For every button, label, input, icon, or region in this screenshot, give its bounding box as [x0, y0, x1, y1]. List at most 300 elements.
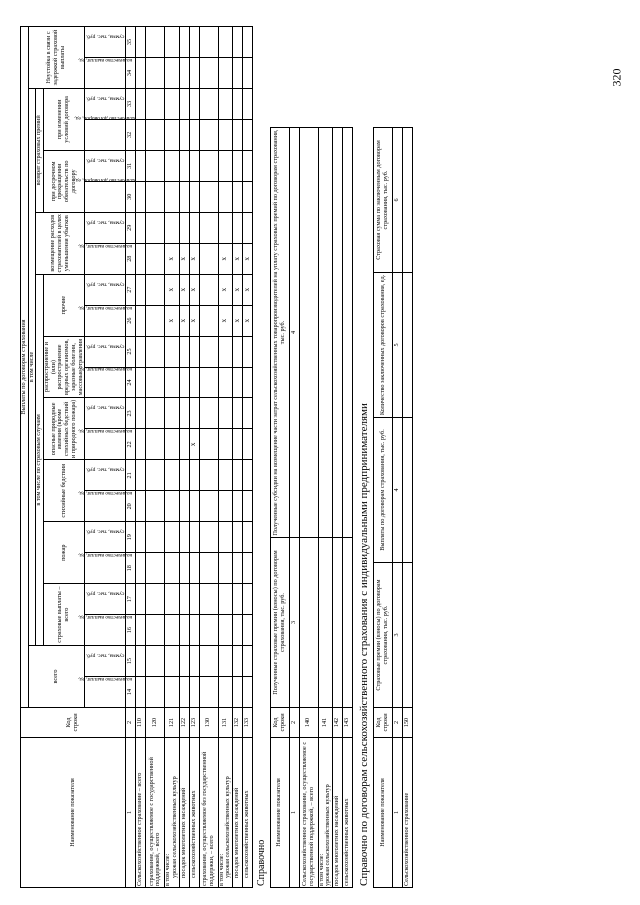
data-cell	[199, 398, 218, 429]
data-cell	[136, 584, 146, 615]
row-name	[199, 738, 218, 888]
page-number: 320	[609, 68, 624, 87]
data-cell	[146, 27, 165, 58]
cross-mark: x	[189, 305, 199, 336]
data-cell	[146, 429, 165, 460]
column-number: 5	[392, 273, 402, 418]
table-row	[189, 27, 199, 888]
data-cell	[199, 243, 218, 274]
data-cell	[179, 88, 189, 119]
data-cell	[218, 398, 232, 429]
data-cell	[165, 646, 179, 677]
table-row	[242, 27, 252, 888]
data-cell	[242, 27, 252, 58]
data-cell	[218, 27, 232, 58]
column-number: 4	[289, 128, 299, 538]
data-cell	[218, 522, 232, 553]
column-sublabel: количество выплат, ед.	[77, 490, 132, 497]
data-cell	[179, 491, 189, 522]
row-name	[136, 738, 146, 888]
data-cell	[232, 491, 242, 522]
data-cell	[146, 398, 165, 429]
column-sublabel: сумма, тыс. руб.	[85, 343, 125, 350]
data-cell	[146, 553, 165, 584]
data-cell	[146, 584, 165, 615]
cross-mark: x	[242, 305, 252, 336]
data-cell	[165, 27, 179, 58]
data-cell	[179, 181, 189, 212]
data-cell	[146, 367, 165, 398]
cross-mark: x	[189, 429, 199, 460]
data-cell	[136, 553, 146, 584]
table-row	[218, 27, 232, 888]
reference-table	[270, 127, 353, 888]
column-sublabel: сумма, тыс. руб.	[85, 590, 125, 597]
data-cell	[146, 150, 165, 181]
data-cell	[232, 615, 242, 646]
data-cell	[165, 615, 179, 646]
data-cell	[189, 88, 199, 119]
column-sublabel: сумма, тыс. руб.	[85, 281, 125, 288]
data-cell	[199, 336, 218, 367]
header-col3: Страховые премии (взносы) по договорам страхования, тыс. руб.	[373, 563, 392, 708]
row-label: Сельскохозяйственное страхование – всего	[136, 772, 144, 886]
row-name	[242, 738, 252, 888]
data-cell	[179, 677, 189, 708]
rotated-form	[20, 18, 620, 888]
row-name	[299, 738, 318, 888]
reference-title: Справочно	[255, 839, 267, 886]
header-code_header: Код строки	[270, 708, 289, 738]
column-number: 30	[126, 181, 136, 212]
data-cell	[146, 212, 165, 243]
table-row	[343, 128, 353, 888]
row-code: 140	[299, 708, 318, 738]
data-cell	[136, 212, 146, 243]
column-sublabel: сумма, тыс. руб.	[85, 467, 125, 474]
data-cell	[179, 615, 189, 646]
column-sublabel: сумма, тыс. руб.	[85, 219, 125, 226]
data-cell	[165, 429, 179, 460]
data-cell	[232, 212, 242, 243]
table-row	[165, 27, 179, 888]
row-code: 150	[402, 708, 412, 738]
data-cell	[218, 615, 232, 646]
data-cell	[189, 367, 199, 398]
cross-mark: x	[189, 243, 199, 274]
data-cell	[218, 460, 232, 491]
header-other: прочие	[44, 274, 85, 336]
data-cell	[146, 305, 165, 336]
column-number: 3	[392, 563, 402, 708]
column-sublabel: количество выплат, ед.	[77, 56, 132, 63]
column-number: 24	[126, 367, 136, 398]
data-cell	[242, 677, 252, 708]
data-cell	[199, 553, 218, 584]
data-cell	[146, 677, 165, 708]
table-row	[232, 27, 242, 888]
data-cell	[189, 27, 199, 58]
data-cell	[242, 460, 252, 491]
cross-mark: x	[232, 305, 242, 336]
data-cell	[136, 398, 146, 429]
data-cell	[136, 491, 146, 522]
data-cell	[165, 212, 179, 243]
data-cell	[242, 491, 252, 522]
header-col5: Количество заключенных договоров страхования, ед.	[373, 273, 392, 418]
data-cell	[165, 398, 179, 429]
table-row	[402, 128, 412, 888]
header-col6: Страховая сумма по заключенным договорам страхования, тыс. руб.	[373, 128, 392, 273]
data-cell	[218, 181, 232, 212]
column-number: 1	[289, 738, 299, 888]
cross-mark: x	[232, 243, 242, 274]
data-cell	[318, 538, 332, 708]
cross-mark: x	[179, 305, 189, 336]
header-disasters: стихийные бедствия	[44, 460, 85, 522]
data-cell	[232, 553, 242, 584]
row-label: сельскохозяйственных животных	[243, 790, 251, 878]
column-number: 4	[392, 418, 402, 563]
row-label: посадок многолетних насаждений	[233, 787, 241, 878]
data-cell	[242, 553, 252, 584]
in-that-number-label: в том числе:	[164, 853, 172, 886]
data-cell	[165, 119, 179, 150]
row-name: Сельскохозяйственное страхование	[402, 738, 412, 888]
row-name	[318, 738, 332, 888]
data-cell	[136, 522, 146, 553]
data-cell	[242, 88, 252, 119]
data-cell	[146, 460, 165, 491]
column-number: 26	[126, 305, 136, 336]
column-number: 22	[126, 429, 136, 460]
data-cell	[242, 646, 252, 677]
column-number: 20	[126, 491, 136, 522]
table-row	[146, 27, 165, 888]
cross-mark: x	[232, 274, 242, 305]
data-cell	[242, 522, 252, 553]
data-cell	[199, 57, 218, 88]
column-number: 28	[126, 243, 136, 274]
data-cell	[136, 88, 146, 119]
cross-mark: x	[165, 305, 179, 336]
column-number: 33	[126, 88, 136, 119]
header-col4: Полученные субсидии на возмещение части затрат сельскохозяйственных товаропроизводителей на уплату страховых премий по договорам страхования, тыс. руб.	[270, 128, 289, 538]
data-cell	[343, 128, 353, 538]
header-col4: Выплаты по договорам страхования, тыс. руб.	[373, 418, 392, 563]
column-sublabel: количество выплат, ед.	[77, 428, 132, 435]
data-cell	[242, 429, 252, 460]
cross-mark: x	[242, 274, 252, 305]
data-cell	[189, 646, 199, 677]
row-code: 131	[218, 708, 232, 738]
data-cell	[218, 119, 232, 150]
column-number: 29	[126, 212, 136, 243]
entrepreneurs-table	[373, 127, 413, 888]
data-cell	[136, 429, 146, 460]
data-cell	[232, 460, 242, 491]
data-cell	[179, 460, 189, 491]
column-number: 15	[126, 646, 136, 677]
header-fire: пожар	[44, 522, 85, 584]
data-cell	[165, 181, 179, 212]
row-code: 130	[199, 708, 218, 738]
data-cell	[199, 491, 218, 522]
data-cell	[136, 119, 146, 150]
data-cell	[189, 584, 199, 615]
data-cell	[299, 538, 318, 708]
data-cell	[136, 367, 146, 398]
header-ins-payouts: страховые выплаты – всего	[44, 584, 85, 646]
data-cell	[218, 553, 232, 584]
data-cell	[165, 336, 179, 367]
data-cell	[199, 119, 218, 150]
row-label: урожая сельскохозяйственных культур	[324, 784, 332, 886]
table-row	[299, 128, 318, 888]
data-cell	[218, 367, 232, 398]
row-code: 142	[333, 708, 343, 738]
data-cell	[218, 646, 232, 677]
data-cell	[165, 677, 179, 708]
data-cell	[232, 27, 242, 58]
header-name: Наименование показателя	[21, 738, 126, 888]
data-cell	[146, 119, 165, 150]
data-cell	[199, 646, 218, 677]
column-number: 25	[126, 336, 136, 367]
data-cell	[146, 274, 165, 305]
data-cell	[165, 584, 179, 615]
payouts-table	[20, 26, 253, 888]
column-number: 21	[126, 460, 136, 491]
data-cell	[218, 677, 232, 708]
data-cell	[165, 367, 179, 398]
column-number: 27	[126, 274, 136, 305]
data-cell	[136, 615, 146, 646]
row-label: сельскохозяйственных животных	[343, 798, 351, 886]
column-sublabel: количество договоров, ед.	[73, 176, 136, 183]
data-cell	[146, 243, 165, 274]
data-cell	[136, 150, 146, 181]
row-code: 143	[343, 708, 353, 738]
data-cell	[165, 57, 179, 88]
row-name	[232, 738, 242, 888]
row-label: сельскохозяйственных животных	[189, 790, 197, 878]
row-label: урожая сельскохозяйственных культур	[224, 776, 232, 878]
data-cell	[199, 150, 218, 181]
data-cell	[179, 584, 189, 615]
row-label: посадок многолетних насаждений	[179, 787, 187, 878]
column-number: 14	[126, 677, 136, 708]
data-cell	[136, 336, 146, 367]
column-number: 1	[392, 738, 402, 888]
cross-mark: x	[218, 243, 232, 274]
row-code: 121	[165, 708, 179, 738]
column-sublabel: сумма, тыс. руб.	[85, 157, 125, 164]
column-number: 32	[126, 119, 136, 150]
row-label: страхование, осуществляемое с государственной поддержкой, – всего	[147, 757, 162, 886]
column-sublabel: сумма, тыс. руб.	[85, 33, 125, 40]
data-cell	[199, 27, 218, 58]
column-number: 3	[289, 538, 299, 708]
data-cell	[199, 615, 218, 646]
data-cell	[165, 491, 179, 522]
data-cell	[199, 677, 218, 708]
column-number: 2	[392, 708, 402, 738]
data-cell	[199, 212, 218, 243]
header-cases: в том числе по страховым случаям	[36, 274, 44, 645]
column-sublabel: количество выплат, ед.	[77, 614, 132, 621]
cross-mark: x	[165, 243, 179, 274]
cross-mark: x	[179, 274, 189, 305]
data-cell	[218, 88, 232, 119]
header-payouts: Выплаты по договорам страхования	[21, 27, 29, 708]
column-number: 2	[126, 708, 136, 738]
data-cell	[199, 460, 218, 491]
data-cell	[189, 336, 199, 367]
data-cell	[232, 677, 242, 708]
data-cell	[199, 429, 218, 460]
data-cell	[199, 522, 218, 553]
header-reimburse: возмещение расходов страхователей в целях уменьшения убытков	[36, 212, 85, 274]
column-number: 18	[126, 553, 136, 584]
row-code: 120	[146, 708, 165, 738]
data-cell	[179, 553, 189, 584]
table-row	[136, 27, 146, 888]
data-cell	[232, 522, 242, 553]
data-cell	[189, 522, 199, 553]
header-col3: Полученные страховые премии (взносы) по договорам страхования, тыс. руб.	[270, 538, 289, 708]
column-sublabel: количество выплат, ед.	[77, 242, 132, 249]
row-name	[343, 738, 353, 888]
data-cell	[189, 460, 199, 491]
cross-mark: x	[189, 274, 199, 305]
column-sublabel: количество выплат, ед.	[77, 675, 132, 682]
cross-mark: x	[218, 305, 232, 336]
data-cell	[218, 584, 232, 615]
data-cell	[333, 128, 343, 538]
data-cell	[232, 119, 242, 150]
row-name	[218, 738, 232, 888]
data-cell	[189, 212, 199, 243]
data-cell	[146, 181, 165, 212]
in-that-number-label: в том числе:	[217, 853, 225, 886]
row-name	[333, 738, 343, 888]
data-cell	[146, 522, 165, 553]
data-cell	[232, 398, 242, 429]
data-cell	[165, 553, 179, 584]
data-cell	[242, 584, 252, 615]
data-cell	[242, 615, 252, 646]
data-cell	[146, 491, 165, 522]
data-cell	[146, 88, 165, 119]
data-cell	[189, 398, 199, 429]
data-cell	[199, 274, 218, 305]
table-row	[179, 27, 189, 888]
data-cell	[232, 336, 242, 367]
data-cell	[242, 336, 252, 367]
data-cell	[218, 57, 232, 88]
row-label: посадок многолетних насаждений	[333, 795, 341, 886]
data-cell	[232, 150, 242, 181]
column-number: 23	[126, 398, 136, 429]
data-cell	[402, 563, 412, 708]
row-name	[146, 738, 165, 888]
data-cell	[136, 27, 146, 58]
data-cell	[189, 181, 199, 212]
row-code: 123	[189, 708, 199, 738]
data-cell	[146, 615, 165, 646]
data-cell	[179, 646, 189, 677]
data-cell	[165, 88, 179, 119]
data-cell	[189, 677, 199, 708]
data-cell	[199, 305, 218, 336]
header-name_header: Наименование показателя	[270, 738, 289, 888]
row-code: 132	[232, 708, 242, 738]
data-cell	[232, 367, 242, 398]
data-cell	[179, 150, 189, 181]
data-cell	[218, 212, 232, 243]
in-that-number-label: в том числе:	[317, 853, 325, 886]
column-number: 35	[126, 27, 136, 58]
data-cell	[199, 367, 218, 398]
column-number: 19	[126, 522, 136, 553]
data-cell	[136, 181, 146, 212]
data-cell	[179, 27, 189, 58]
row-name	[179, 738, 189, 888]
data-cell	[199, 181, 218, 212]
data-cell	[136, 677, 146, 708]
column-number: 17	[126, 584, 136, 615]
column-number: 1	[126, 738, 136, 888]
data-cell	[232, 181, 242, 212]
data-cell	[136, 460, 146, 491]
data-cell	[189, 150, 199, 181]
column-sublabel: сумма, тыс. руб.	[85, 405, 125, 412]
header-code_header: Код строки	[373, 708, 392, 738]
cross-mark: x	[179, 243, 189, 274]
header-in-that-number: в том числе	[28, 88, 36, 645]
data-cell	[402, 128, 412, 273]
data-cell	[165, 522, 179, 553]
column-sublabel: сумма, тыс. руб.	[85, 652, 125, 659]
data-cell	[242, 181, 252, 212]
data-cell	[402, 418, 412, 563]
data-cell	[136, 243, 146, 274]
column-number: 16	[126, 615, 136, 646]
data-cell	[199, 584, 218, 615]
header-penalty: Неустойка в связи с задержкой страховой выплаты	[28, 27, 85, 89]
row-label: страхование, осуществляемое без государственной поддержки, – всего	[200, 751, 215, 886]
data-cell	[242, 398, 252, 429]
column-number: 31	[126, 150, 136, 181]
data-cell	[218, 336, 232, 367]
data-cell	[232, 646, 242, 677]
data-cell	[218, 150, 232, 181]
cross-mark: x	[218, 274, 232, 305]
cross-mark: x	[165, 274, 179, 305]
data-cell	[232, 88, 242, 119]
header-change-cond: при изменении условий договора	[44, 88, 85, 150]
column-sublabel: количество договоров, ед.	[73, 114, 136, 121]
data-cell	[343, 538, 353, 708]
data-cell	[165, 460, 179, 491]
header-spread: распространение и (или) распространение вредных организмов, заразные болезни, массовые отравления	[44, 336, 85, 398]
data-cell	[232, 429, 242, 460]
column-sublabel: количество выплат, ед.	[77, 366, 132, 373]
row-name	[165, 738, 179, 888]
data-cell	[136, 646, 146, 677]
data-cell	[232, 57, 242, 88]
